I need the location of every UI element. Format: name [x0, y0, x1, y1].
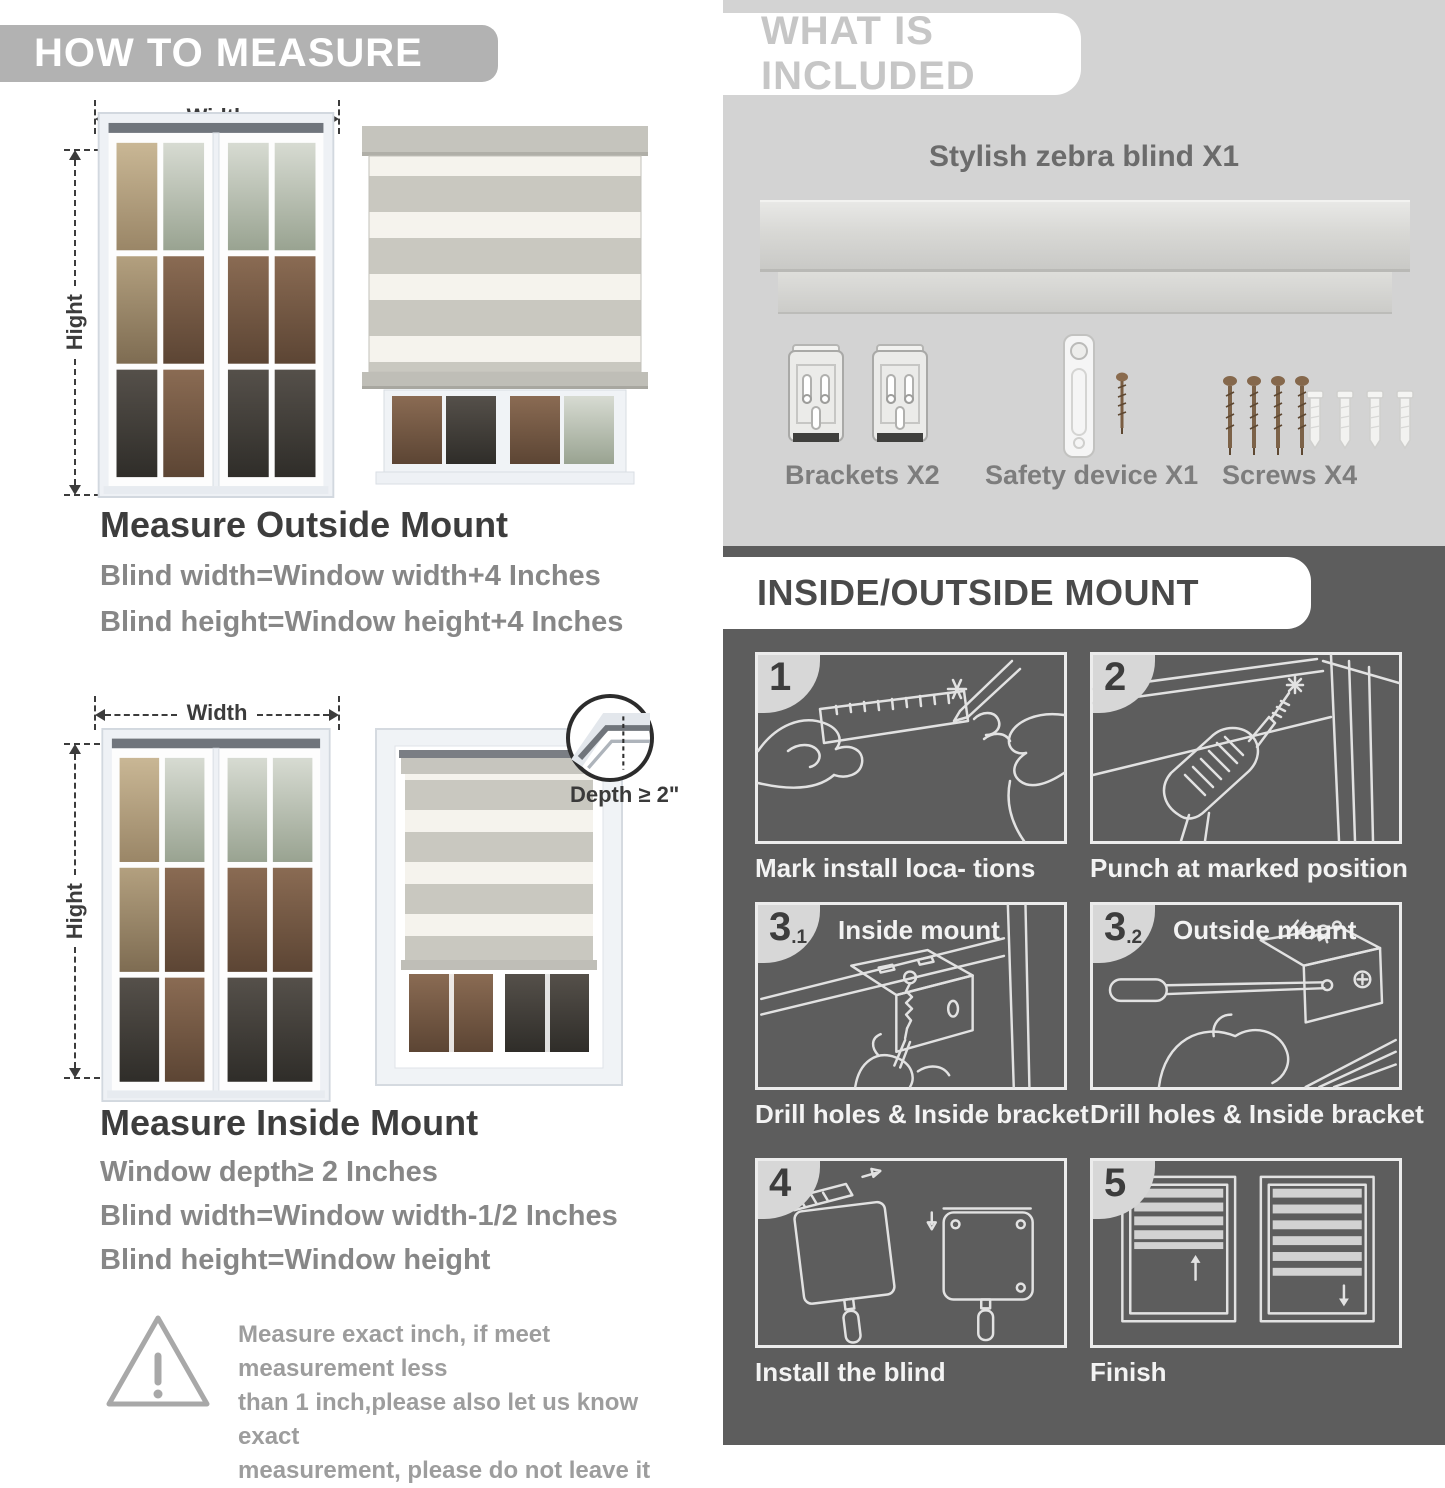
step-number-badge: 2: [1093, 655, 1155, 713]
step-1-panel: [755, 652, 1067, 844]
height-arrow-inside: [62, 744, 87, 1078]
step-number-badge: 1: [758, 655, 820, 713]
arrow-up-icon: [69, 744, 81, 754]
inside-mount-rule-depth: Window depth≥ 2 Inches: [100, 1156, 438, 1188]
inside-mount-label: Inside mount: [838, 915, 1000, 945]
step-3-1-caption: Drill holes & Inside bracket: [755, 1099, 1089, 1129]
brackets-label: Brackets X2: [785, 460, 940, 490]
window-photo-outside: [97, 112, 335, 498]
screw-icon: [1115, 372, 1129, 436]
height-arrow-outside: [62, 150, 87, 495]
step-4: [755, 1158, 1067, 1388]
what-is-included-section: [723, 0, 1445, 546]
step-4-panel: [755, 1158, 1067, 1348]
step-1-caption: Mark install loca- tions: [755, 853, 1036, 883]
step-3-2-caption: Drill holes & Inside bracket: [1090, 1099, 1424, 1129]
step-5-caption: Finish: [1090, 1357, 1167, 1387]
frame-corner-detail: [570, 698, 650, 778]
depth-requirement-label: Depth ≥ 2": [570, 782, 680, 807]
step-2: [1090, 652, 1408, 884]
measure-warning-note: [100, 1308, 651, 1484]
product-name-label: Stylish zebra blind X1: [928, 140, 1240, 173]
step-number-badge: 4: [758, 1161, 820, 1219]
height-label: Hight: [62, 882, 87, 940]
outside-mount-label: Outside mount: [1173, 915, 1357, 945]
headrail-cassette-image: [760, 200, 1410, 272]
width-arrow-inside: [95, 700, 339, 726]
outside-mount-rule-height: Blind height=Window height+4 Inches: [100, 606, 624, 638]
how-to-measure-header: [0, 25, 498, 82]
window-photo-inside: [97, 728, 335, 1102]
safety-device-label: Safety device X1: [985, 460, 1199, 490]
width-label: Width: [186, 700, 248, 725]
step-3-1-panel: [755, 902, 1067, 1090]
step-2-panel: [1090, 652, 1402, 844]
what-is-included-title: WHAT IS INCLUDED: [761, 9, 976, 98]
bracket-icon: [785, 343, 847, 449]
inside-outside-mount-section: [723, 546, 1445, 1445]
step-1: [755, 652, 1067, 884]
depth-magnifier-icon: [566, 694, 654, 782]
step-5: [1090, 1158, 1402, 1388]
arrow-up-icon: [69, 150, 81, 160]
how-to-measure-section: [0, 0, 723, 1484]
wall-anchors-icon: [1305, 388, 1417, 454]
step-4-caption: Install the blind: [755, 1357, 946, 1387]
step-number-badge: 3 .1: [758, 905, 820, 963]
outside-mount-rule-width: Blind width=Window width+4 Inches: [100, 560, 601, 592]
inside-mount-rule-width: Blind width=Window width-1/2 Inches: [100, 1200, 618, 1232]
step-3-2-panel: [1090, 902, 1402, 1090]
mount-section-header: [723, 557, 1311, 629]
bracket-icon: [869, 343, 931, 449]
headrail-valance-image: [778, 272, 1392, 314]
step-5-panel: [1090, 1158, 1402, 1348]
step-number-badge: 3 .2: [1093, 905, 1155, 963]
screws-icon: [1222, 376, 1316, 458]
zebra-blind-outside-mount-illustration: [362, 114, 648, 500]
warning-text: Measure exact inch, if meet measurement less than 1 inch,please also let us know exact measurement, please do not leave it: [238, 1321, 651, 1484]
what-is-included-header: [723, 9, 1081, 98]
right-column: [723, 0, 1445, 1445]
how-to-measure-title: HOW TO MEASURE: [34, 31, 423, 75]
mount-section-title: INSIDE/OUTSIDE MOUNT: [757, 572, 1200, 613]
height-label: Hight: [62, 294, 87, 351]
screws-label: Screws X4: [1222, 460, 1358, 490]
arrow-left-icon: [95, 709, 105, 721]
inside-mount-rule-height: Blind height=Window height: [100, 1244, 491, 1276]
inside-mount-title: Measure Inside Mount: [100, 1102, 479, 1143]
step-number-badge: 5: [1093, 1161, 1155, 1219]
step-3-2: [1090, 902, 1424, 1130]
warning-triangle-icon: [100, 1308, 216, 1414]
outside-mount-title: Measure Outside Mount: [100, 504, 509, 545]
step-2-caption: Punch at marked position: [1090, 853, 1408, 883]
safety-device-icon: [1058, 333, 1100, 461]
step-3-1: [755, 902, 1089, 1130]
